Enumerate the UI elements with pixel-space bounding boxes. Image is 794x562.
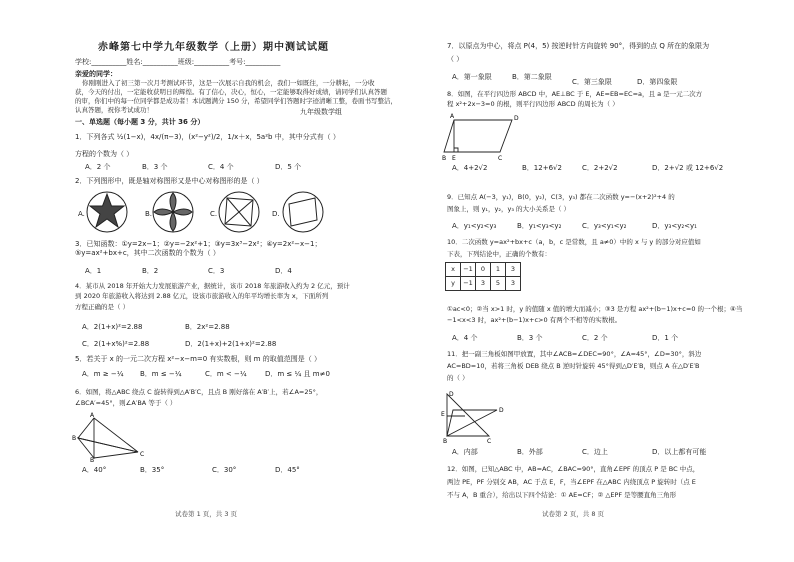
question-10: 10．二次函数 y=ax²+bx+c（a，b，c 是常数，且 a≠0）中的 x 与 y 的部分对应值如 <box>447 238 701 246</box>
svg-text:C: C <box>140 451 145 458</box>
notice-line: 获，今天的付出，一定能收获明日的辉煌。有了信心，决心，恒心，一定能够取得好成绩，请同学们认真答题 <box>75 88 387 96</box>
question-2: 2．下列图形中，既是轴对称图形又是中心对称图形的是（ ） <box>75 177 264 185</box>
table-row <box>446 263 521 277</box>
q6-triangle-figure <box>70 410 150 462</box>
svg-text:A: A <box>90 412 95 419</box>
page-footer: 试卷第 2 页，共 8 页 <box>542 510 605 518</box>
option-c: C．3 <box>208 267 225 275</box>
svg-text:D: D <box>499 407 504 414</box>
question-5: 5．若关于 x 的一元二次方程 x²−x−m=0 有实数根，则 m 的取值范围是（ ） <box>75 355 321 363</box>
option-b: B．m ≤ −¼ <box>140 370 182 378</box>
option-b: B．2x²=2.88 <box>185 323 230 331</box>
figure-label-b: B. <box>145 210 153 218</box>
question-12-cont: 不与 A，B 重合），给出以下四个结论：① AE=CF；② △EPF 是等腰直角三角形 <box>447 491 677 499</box>
q10-value-table <box>445 262 521 291</box>
option-d: D．以上都有可能 <box>652 448 707 456</box>
table-cell: 5 <box>491 277 506 291</box>
table-cell: −1 <box>461 263 476 277</box>
question-1: 1．下列各式 ½(1−x)，4x/(π−3)，(x²−y²)/2，1/x＋x，5a²b 中，其中分式有（ ） <box>75 133 340 141</box>
exam-page-2 <box>397 0 794 562</box>
option-a: A．2(1+x)²=2.88 <box>82 323 143 331</box>
q2-figures <box>85 190 345 236</box>
figure-label-a: A. <box>78 210 85 218</box>
option-c: C．2(1+x%)²=2.88 <box>82 340 150 348</box>
option-a: A．m ≥ −¼ <box>82 370 124 378</box>
notice-title: 亲爱的同学： <box>75 70 117 78</box>
star-in-circle-figure <box>87 192 127 232</box>
figure-label-d: D. <box>272 210 280 218</box>
question-10-cont: ①ac<0；②当 x>1 时，y 的值随 x 值的增大而减小；③3 是方程 ax²+(b−1)x+c=0 的一个根；④当 <box>447 305 743 313</box>
notice-line: 认真答题，祝你考试成功！ <box>75 106 153 114</box>
option-a: A．y₁<y₂<y₃ <box>452 222 497 230</box>
question-12-cont: 两边 PE，PF 分别交 AB，AC 于点 E，F，当∠EPF 在△ABC 内绕顶点 P 旋转时（点 E <box>447 478 696 486</box>
question-8-cont: 程 x²+2x−3=0 的根，则平行四边形 ABCD 的周长为（ ） <box>447 100 619 108</box>
student-info-line: 学校:__________姓名:__________班级:__________考号:__________ <box>75 58 281 66</box>
rhombus-in-circle-figure <box>283 192 323 232</box>
question-11: 11．把一副三角板如图甲放置，其中∠ACB=∠DEC=90°，∠A=45°，∠D=30°，斜边 <box>447 350 702 358</box>
option-b: B．12+6√2 <box>522 164 562 172</box>
page-title: 赤峰第七中学九年级数学（上册）期中测试试题 <box>98 42 329 53</box>
option-b: B．3 个 <box>142 163 168 171</box>
q8-parallelogram-figure <box>442 110 532 162</box>
option-d: D．5 个 <box>275 163 302 171</box>
table-cell: 3 <box>506 263 521 277</box>
option-d: D．2+√2 或 12+6√2 <box>652 164 724 172</box>
option-c: C．第三象限 <box>572 78 612 86</box>
notice-line: 你刚刚进入了初三第一次月考测试环节，这是一次展示自我的机会，我们一如既往，一分耕耘，一分收 <box>82 79 375 87</box>
class-tag: 九年级数学组 <box>300 108 342 116</box>
svg-text:B: B <box>72 435 77 442</box>
option-d: D．第四象限 <box>637 78 678 86</box>
question-9-cont: 图象上，则 y₁，y₂，y₃ 的大小关系是（ ） <box>447 205 571 213</box>
question-8: 8．如图，在平行四边形 ABCD 中，AE⊥BC 于 E，AE=EB=EC=a，且 a 是一元二次方 <box>447 90 703 98</box>
option-b: B．第二象限 <box>512 73 552 81</box>
table-cell: x <box>446 263 461 277</box>
question-1-cont: 方程的个数为（ ） <box>75 150 134 158</box>
question-9: 9．已知点 A(−3，y₁)，B(0，y₂)，C(3，y₃) 都在二次函数 y=−(x+2)²+4 的 <box>447 193 675 201</box>
question-4-cont: 到 2020 年旅游收入将达到 2.88 亿元，设该市旅游收入的年平均增长率为 x，下面所列 <box>75 292 329 300</box>
question-10-cont: −1<x<3 时，ax²+(b−1)x+c>0 有两个不相等的实数根。 <box>447 316 622 324</box>
option-a: A．4+2√2 <box>452 164 488 172</box>
option-b: B．35° <box>140 466 165 474</box>
notice-line: 的审，你们中的每一位同学都是成功者！本试题满分 150 分，希望同学们答题时字迹清晰工整，卷面书写整洁， <box>75 97 398 105</box>
question-11-cont: 的（ ） <box>447 374 469 382</box>
question-3: 3．已知函数：①y=2x−1；②y=−2x²+1；③y=3x³−2x²；④y=2x²−x−1；⑤y=ax²+bx+c，其中二次函数的个数为（ ） <box>75 240 322 257</box>
option-c: C．边上 <box>582 448 608 456</box>
option-a: A．40° <box>82 466 107 474</box>
svg-text:B: B <box>442 155 447 162</box>
option-a: A．1 <box>85 267 102 275</box>
option-a: A．第一象限 <box>452 73 492 81</box>
option-b: B．y₁<y₃<y₂ <box>517 222 562 230</box>
question-4: 4．某市从 2018 年开始大力发展旅游产业，据统计，该市 2018 年旅游收入约为 2 亿元，预计 <box>75 282 350 290</box>
option-c: C．30° <box>212 466 237 474</box>
option-d: D．4 <box>275 267 292 275</box>
question-10-cont: 下表，下列结论中，正确的个数有： <box>447 250 551 258</box>
table-cell: 3 <box>476 277 491 291</box>
option-b: B．外部 <box>517 448 543 456</box>
svg-text:D: D <box>514 115 519 122</box>
option-a: A．2 个 <box>85 163 111 171</box>
question-7: 7．以原点为中心，将点 P(4，5) 按逆时针方向旋转 90°，得到的点 Q 所在的象限为 <box>447 42 710 50</box>
option-a: A．4 个 <box>452 334 478 342</box>
svg-text:D: D <box>449 391 454 398</box>
figure-label-c: C. <box>210 210 218 218</box>
option-c: C．y₃<y₁<y₂ <box>582 222 627 230</box>
flower-in-circle-figure <box>153 192 193 232</box>
option-c: C．4 个 <box>208 163 234 171</box>
svg-text:B: B <box>443 438 448 444</box>
question-7-cont: （ ） <box>447 55 464 63</box>
option-c: C．2 个 <box>582 334 608 342</box>
svg-text:E: E <box>452 155 456 162</box>
svg-text:A: A <box>450 113 455 120</box>
option-d: D．1 个 <box>652 334 679 342</box>
option-b: B．2 <box>142 267 159 275</box>
q11-triangle-figure <box>437 388 507 444</box>
option-c: C．m < −¼ <box>205 370 247 378</box>
svg-text:E: E <box>441 411 445 418</box>
table-cell: 0 <box>476 263 491 277</box>
svg-text:B′: B′ <box>90 457 96 462</box>
table-cell: y <box>446 277 461 291</box>
option-d: D．2(1+x)+2(1+x)²=2.88 <box>185 340 277 348</box>
option-d: D．m ≤ ¼ 且 m≠0 <box>265 370 330 378</box>
table-cell: −1 <box>461 277 476 291</box>
option-d: D．45° <box>275 466 300 474</box>
table-cell: 1 <box>491 263 506 277</box>
question-6: 6．如图，将△ABC 绕点 C 旋转得到△A′B′C，且点 B 刚好落在 A′B′上，若∠A=25°， <box>75 388 323 396</box>
table-row <box>446 277 521 291</box>
option-b: B．3 个 <box>517 334 543 342</box>
square-in-circle-figure <box>219 192 259 232</box>
question-4-cont: 方程正确的是（ ） <box>75 303 130 311</box>
option-d: D．y₃<y₂<y₁ <box>652 222 697 230</box>
question-11-cont: AC=BD=10，若将三角板 DEB 绕点 B 逆时针旋转 45°得到△D′E′B，则点 A 在△D′E′B <box>447 362 700 370</box>
question-12: 12．如图，已知△ABC 中，AB=AC，∠BAC=90°，直角∠EPF 的顶点 P 是 BC 中点， <box>447 465 700 473</box>
option-c: C．2+2√2 <box>582 164 618 172</box>
section-heading: 一、单选题（每小题 3 分，共计 36 分） <box>75 118 205 126</box>
svg-text:C: C <box>498 155 503 162</box>
svg-text:C: C <box>487 438 492 444</box>
option-a: A．内部 <box>452 448 478 456</box>
question-6-cont: ∠BCA′=45°，则∠A′BA 等于（ ） <box>75 399 177 407</box>
table-cell: 3 <box>506 277 521 291</box>
page-footer: 试卷第 1 页，共 3 页 <box>175 510 238 518</box>
